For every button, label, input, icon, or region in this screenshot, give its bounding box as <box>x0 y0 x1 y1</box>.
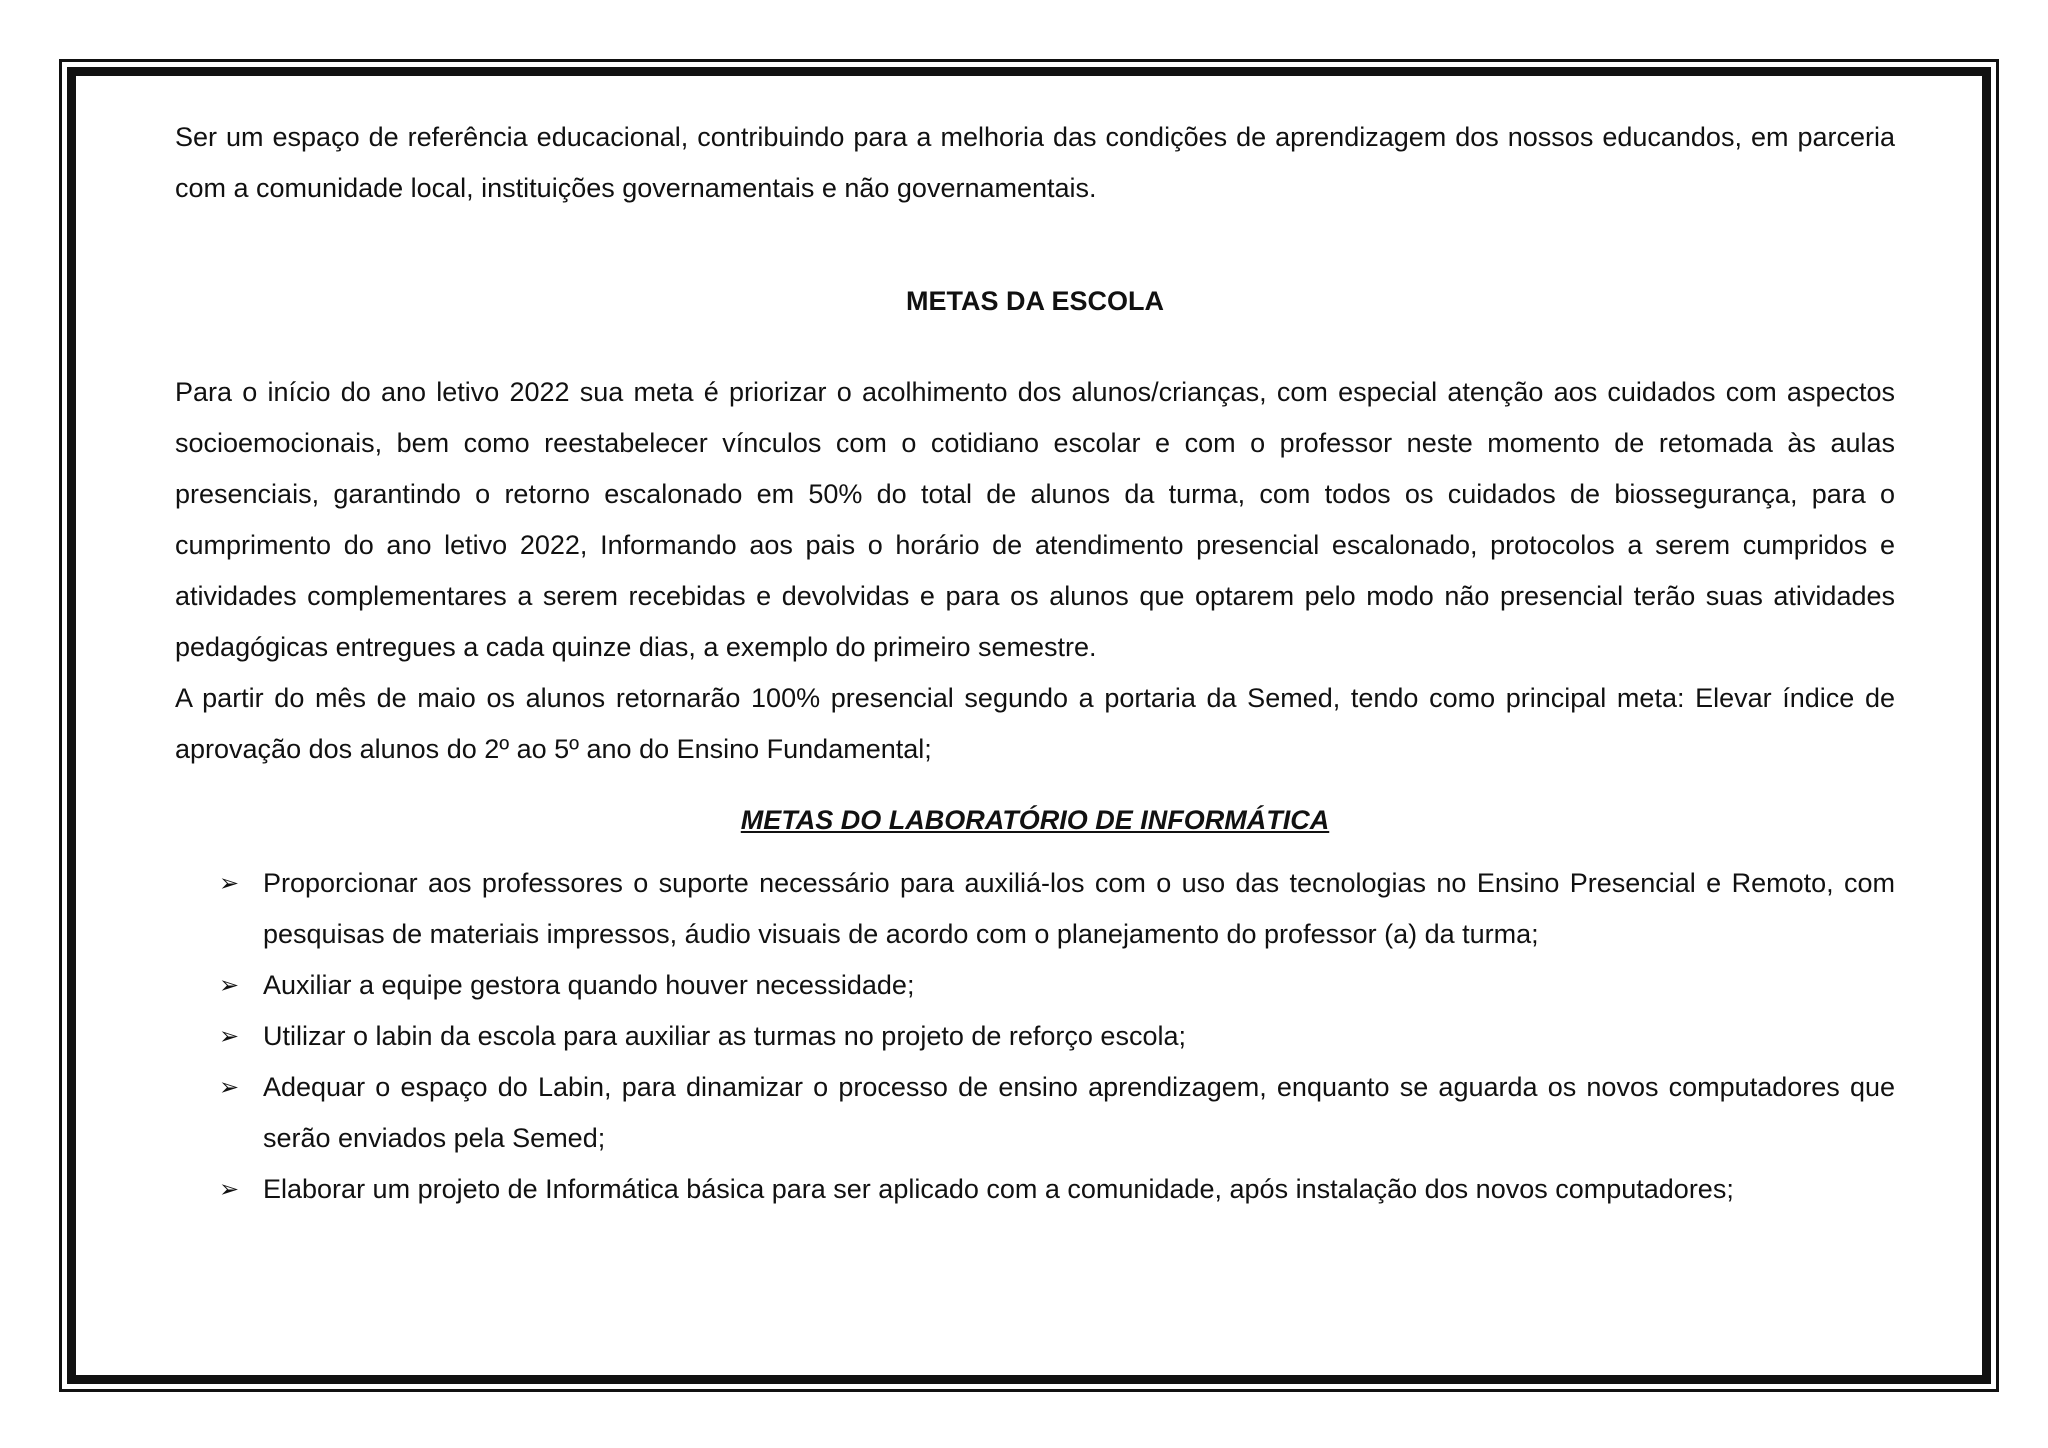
arrow-bullet-icon: ➢ <box>219 972 240 999</box>
intro-paragraph: Ser um espaço de referência educacional, contribuindo para a melhoria das condições de aprendizagem dos nossos educandos, em parceria com a comunidade local, instituições governamentais e não governamentais. <box>175 122 1895 203</box>
list-item <box>219 1062 1895 1164</box>
list-item-text: Elaborar um projeto de Informática básica para ser aplicado com a comunidade, após instalação dos novos computadores; <box>263 1174 1734 1204</box>
spacer <box>175 214 1895 276</box>
list-item-text: Auxiliar a equipe gestora quando houver necessidade; <box>263 970 915 1000</box>
spacer <box>175 327 1895 367</box>
section-title-school-goals: METAS DA ESCOLA <box>905 286 1164 316</box>
school-goals-paragraph-1: Para o início do ano letivo 2022 sua meta é priorizar o acolhimento dos alunos/crianças, com especial atenção aos cuidados com aspectos socioemocionais, bem como reestabelecer vínculos com o cotidiano escolar e com o professor neste momento de retomada às aulas presenciais, garantindo o retorno escalonado em 50% do total de alunos da turma, com todos os cuidados de biossegurança, para o cumprimento do ano letivo 2022, Informando aos pais o horário de atendimento presencial escalonado, protocolos a serem cumpridos e atividades complementares a serem recebidas e devolvidas e para os alunos que optarem pelo modo não presencial terão suas atividades pedagógicas entregues a cada quinze dias, a exemplo do primeiro semestre. <box>175 377 1895 662</box>
arrow-bullet-icon: ➢ <box>219 1074 240 1101</box>
section-title-lab-goals: METAS DO LABORATÓRIO DE INFORMÁTICA <box>740 805 1330 835</box>
school-goals-paragraph-2: A partir do mês de maio os alunos retornarão 100% presencial segundo a portaria da Semed, tendo como principal meta: Elevar índice de aprovação dos alunos do 2º ao 5º ano do Ensino Fundamental; <box>175 683 1895 764</box>
list-item <box>219 1011 1895 1062</box>
spacer <box>175 775 1895 795</box>
list-item <box>219 1164 1895 1215</box>
arrow-bullet-icon: ➢ <box>219 1023 240 1050</box>
arrow-bullet-icon: ➢ <box>219 1176 240 1203</box>
list-item <box>219 960 1895 1011</box>
list-item-text: Adequar o espaço do Labin, para dinamizar o processo de ensino aprendizagem, enquanto se aguarda os novos computadores que serão enviados pela Semed; <box>263 1072 1895 1153</box>
arrow-bullet-icon: ➢ <box>219 870 240 897</box>
lab-goals-list <box>175 858 1895 1215</box>
spacer <box>175 846 1895 858</box>
list-item <box>219 858 1895 960</box>
document-content <box>175 112 1895 1215</box>
list-item-text: Proporcionar aos professores o suporte necessário para auxiliá-los com o uso das tecnologias no Ensino Presencial e Remoto, com pesquisas de materiais impressos, áudio visuais de acordo com o planejamento do professor (a) da turma; <box>263 868 1895 949</box>
list-item-text: Utilizar o labin da escola para auxiliar as turmas no projeto de reforço escola; <box>263 1021 1186 1051</box>
